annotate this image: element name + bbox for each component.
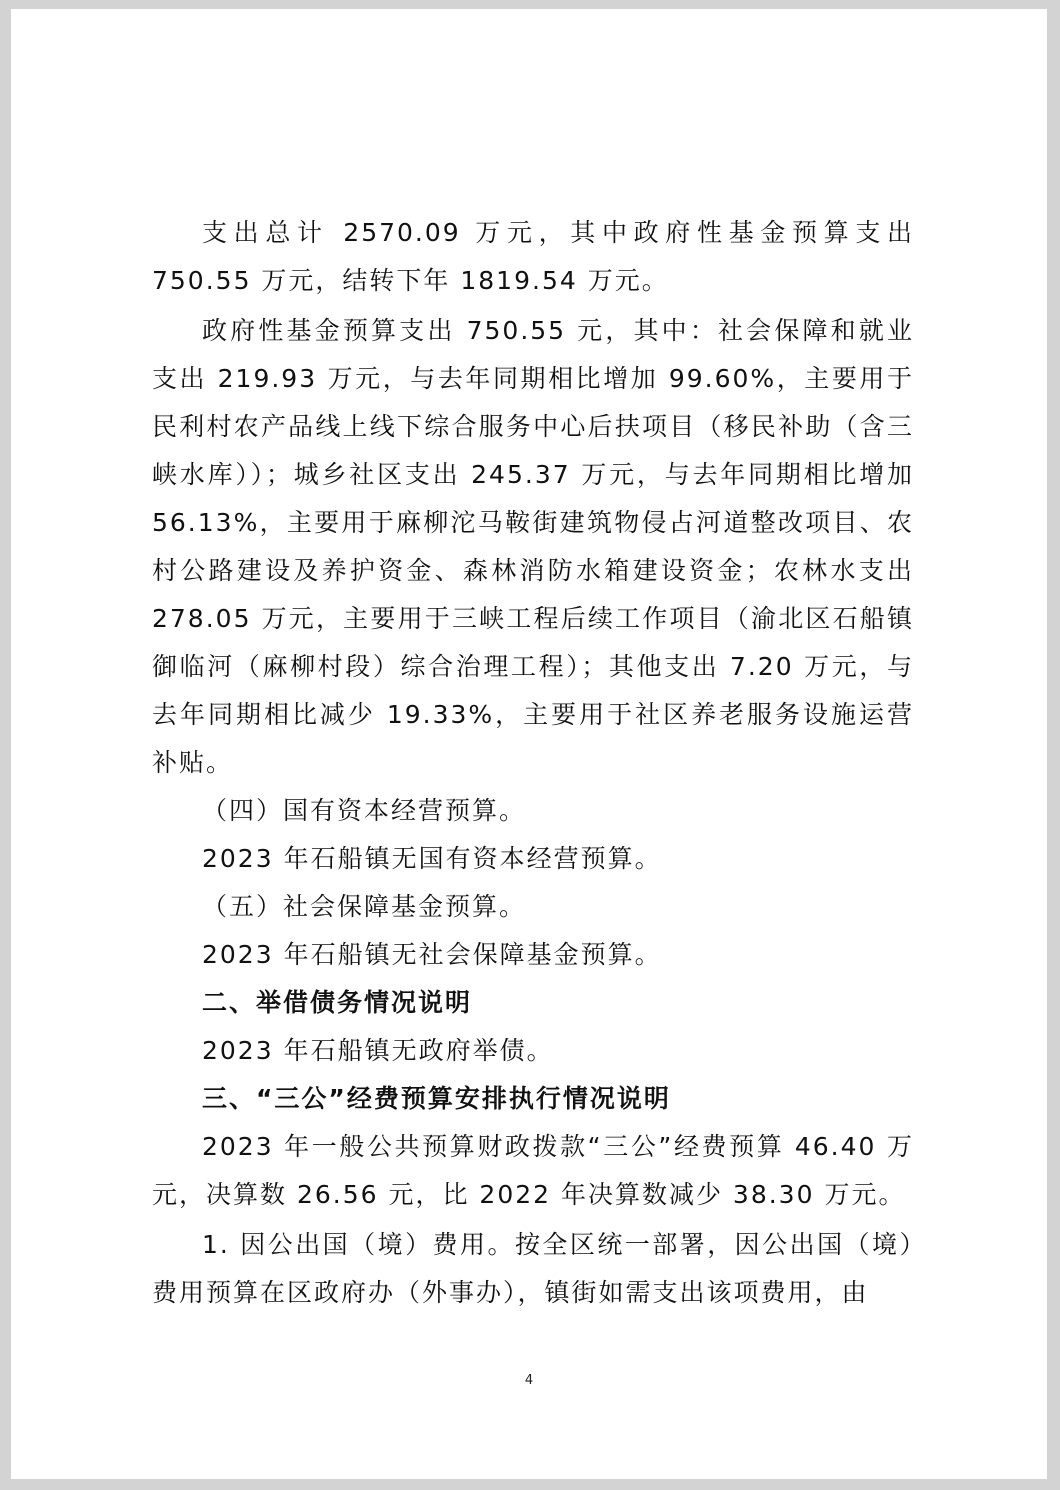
page-number: 4 <box>524 1373 534 1388</box>
document-page <box>11 9 1047 1479</box>
paragraph-social-security-fund: 2023 年石船镇无社会保障基金预算。 <box>202 940 662 969</box>
paragraph-debt: 2023 年石船镇无政府举债。 <box>202 1036 554 1065</box>
section-heading-three-public: 三、“三公”经费预算安排执行情况说明 <box>202 1084 671 1113</box>
paragraph-fund-budget-detail: 政府性基金预算支出 750.55 元，其中：社会保障和就业支出 219.93 万元，与去年同期相比增加 99.60%，主要用于民利村农产品线上线下综合服务中心后扶项目（移民补助（含三峡水库））；城乡社区支出 245.37 万元，与去年同期相比增加 56.13%，主要用于麻柳沱马鞍街建筑物侵占河道整改项目、农村公路建设及养护资金、森林消防水箱建设资金；农林水支出 278.05 万元，主要用于三峡工程后续工作项目（渝北区石船镇御临河（麻柳村段）综合治理工程）；其他支出 7.20 万元，与去年同期相比减少 19.33%，主要用于社区养老服务设施运营补贴。 <box>152 316 914 777</box>
paragraph-overseas-travel: 1. 因公出国（境）费用。按全区统一部署，因公出国（境）费用预算在区政府办（外事办），镇街如需支出该项费用，由 <box>152 1230 914 1307</box>
heading-social-security-fund: （五）社会保障基金预算。 <box>202 892 527 921</box>
heading-state-capital-budget: （四）国有资本经营预算。 <box>202 796 527 825</box>
paragraph-state-capital-budget: 2023 年石船镇无国有资本经营预算。 <box>202 844 662 873</box>
paragraph-expenditure-total: 支出总计 2570.09 万元，其中政府性基金预算支出 750.55 万元，结转下年 1819.54 万元。 <box>152 218 914 295</box>
paragraph-three-public-budget: 2023 年一般公共预算财政拨款“三公”经费预算 46.40 万元，决算数 26.56 元，比 2022 年决算数减少 38.30 万元。 <box>152 1132 914 1209</box>
body-text <box>152 209 914 1317</box>
section-heading-debt: 二、举借债务情况说明 <box>202 988 473 1017</box>
